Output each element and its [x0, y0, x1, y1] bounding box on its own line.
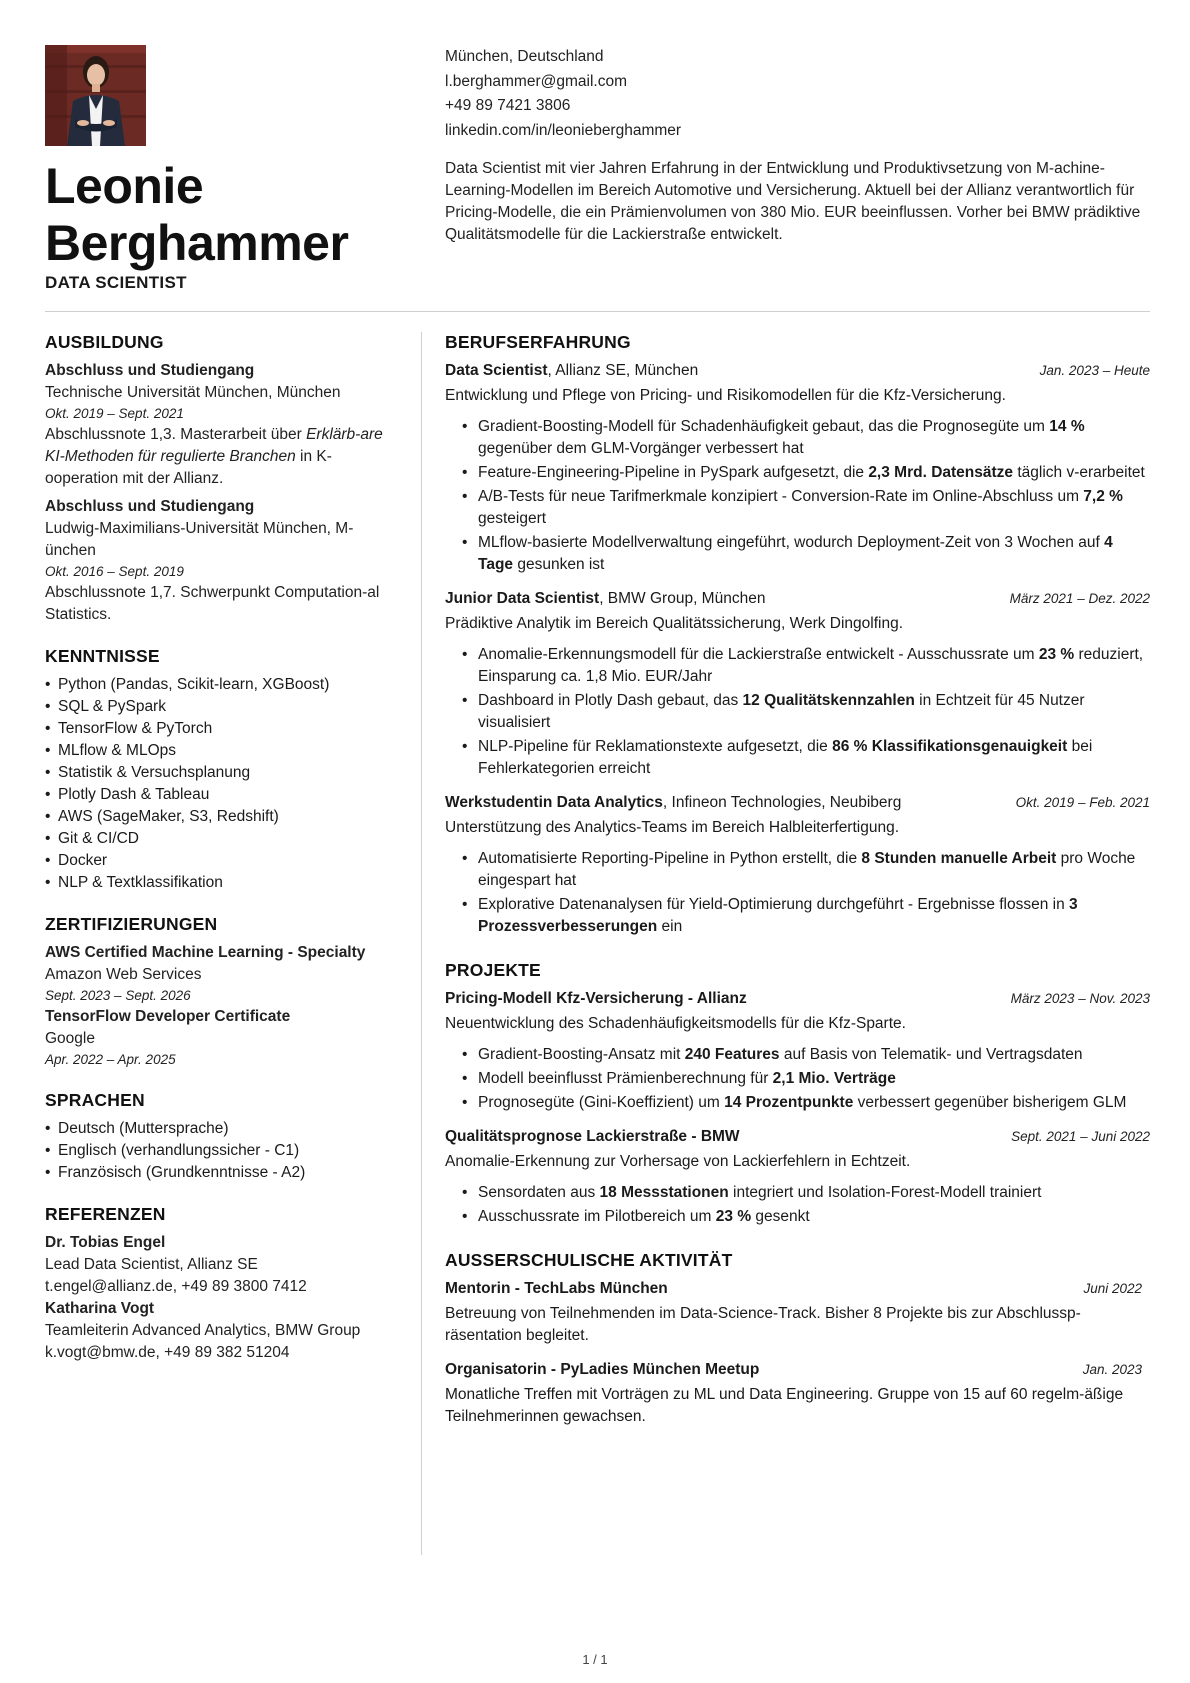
profile-summary: Data Scientist mit vier Jahren Erfahrung in der Entwicklung und Produktivsetzung von M-achine-Learning-Modellen im Bereich Automotive und Versicherung. Aktuell bei der Allianz verantwortlich für Pricing-Modelle, die ein Prämienvolumen von 380 Mio. EUR beeinflussen. Vorher bei BMW prädiktive Qualitätsmodelle für die Lackierstraße entwickelt. — [445, 160, 1141, 243]
activity-header — [445, 1359, 1150, 1381]
certification-issuer: Amazon Web Services — [45, 966, 202, 983]
languages-section — [45, 1090, 400, 1184]
achievement-text: ein — [657, 918, 683, 935]
school: Technische Universität München, München — [45, 384, 341, 401]
reference-entry — [45, 1298, 400, 1364]
section-title: AUSBILDUNG — [45, 332, 164, 352]
skill-item: • NLP & Textklassifikation — [45, 872, 400, 894]
language-item: • Französisch (Grundkenntnisse - A2) — [45, 1162, 400, 1184]
achievement-text: Automatisierte Reporting-Pipeline in Python erstellt, die — [478, 850, 862, 867]
achievement-highlight: 3 Prozessverbesserungen — [478, 896, 1078, 935]
job-dates: Okt. 2019 – Feb. 2021 — [1015, 795, 1150, 810]
achievement-text: Dashboard in Plotly Dash gebaut, das — [478, 692, 743, 709]
achievement-highlight: 12 Qualitätskennzahlen — [742, 692, 915, 709]
references-section — [45, 1204, 400, 1364]
achievement-text: Anomalie-Erkennungsmodell für die Lackierstraße entwickelt - Ausschussrate um — [478, 646, 1039, 663]
achievement-text: Modell beeinflusst Prämienberechnung für — [478, 1070, 773, 1087]
achievement-highlight: 2,3 Mrd. Datensätze — [868, 464, 1014, 481]
achievement-item — [478, 416, 1150, 460]
job-company: , Infineon Technologies, Neubiberg — [662, 794, 902, 811]
right-column — [445, 332, 1150, 1450]
activities-section — [445, 1250, 1150, 1428]
job-title: DATA SCIENTIST — [45, 273, 187, 292]
project-bullets — [445, 1182, 1150, 1228]
activity-name: Organisatorin - PyLadies München Meetup — [445, 1361, 760, 1378]
achievement-text: Explorative Datenanalysen für Yield-Optimierung durchgeführt - Ergebnisse flossen in — [478, 896, 1070, 913]
achievement-text: Gradient-Boosting-Modell für Schadenhäufigkeit gebaut, das die Prognosegüte um — [478, 418, 1050, 435]
section-title: AUSSERSCHULISCHE AKTIVITÄT — [445, 1250, 733, 1270]
reference-position: Lead Data Scientist, Allianz SE — [45, 1256, 258, 1273]
job-role: Junior Data Scientist — [445, 590, 600, 607]
achievement-text: A/B-Tests für neue Tarifmerkmale konzipiert - Conversion-Rate im Online-Abschluss um — [478, 488, 1084, 505]
job-company: , BMW Group, München — [599, 590, 766, 607]
resume-header — [45, 45, 1150, 305]
achievement-text: Prognosegüte (Gini-Koeffizient) um — [478, 1094, 725, 1111]
languages-list — [45, 1118, 400, 1184]
achievement-item — [478, 1206, 1150, 1228]
project-header — [445, 1126, 1150, 1148]
achievement-text: in Echtzeit für 45 Nutzer visualisiert — [478, 692, 1085, 731]
skills-list — [45, 674, 400, 894]
achievement-text: verbessert gegenüber bisherigem GLM — [853, 1094, 1127, 1111]
achievement-text: gesteigert — [478, 510, 547, 527]
header-divider — [45, 311, 1150, 312]
achievement-item — [478, 690, 1150, 734]
school: Ludwig-Maximilians-Universität München, M-ünchen — [45, 520, 354, 559]
note-italic: Erklärb-are KI-Methoden für regulierte Branchen — [45, 426, 383, 465]
achievement-highlight: 2,1 Mio. Verträge — [772, 1070, 896, 1087]
achievement-text: reduziert, Einsparung ca. 1,8 Mio. EUR/Jahr — [478, 646, 1144, 685]
activity-header — [445, 1278, 1150, 1300]
achievement-highlight: 18 Messstationen — [599, 1184, 729, 1201]
project-description: Anomalie-Erkennung zur Vorhersage von Lackierfehlern in Echtzeit. — [445, 1153, 911, 1170]
project-entry — [445, 1126, 1150, 1228]
last-name: Berghammer — [45, 215, 349, 271]
job-description: Unterstützung des Analytics-Teams im Bereich Halbleiterfertigung. — [445, 819, 900, 836]
skill-item: • Plotly Dash & Tableau — [45, 784, 400, 806]
degree: Abschluss und Studiengang — [45, 498, 255, 515]
certification-entry — [45, 942, 400, 1006]
skill-item: • SQL & PySpark — [45, 696, 400, 718]
achievement-item — [478, 1092, 1150, 1114]
reference-position: Teamleiterin Advanced Analytics, BMW Group — [45, 1322, 361, 1339]
skill-item: • Statistik & Versuchsplanung — [45, 762, 400, 784]
achievement-highlight: 14 Prozentpunkte — [724, 1094, 854, 1111]
education-dates: Okt. 2016 – Sept. 2019 — [45, 564, 184, 579]
certification-issuer: Google — [45, 1030, 95, 1047]
language-item: • Deutsch (Muttersprache) — [45, 1118, 400, 1140]
degree: Abschluss und Studiengang — [45, 362, 255, 379]
education-note: Abschlussnote 1,7. Schwerpunkt Computation-al Statistics. — [45, 584, 380, 623]
activity-entry — [445, 1359, 1150, 1428]
contact-phone[interactable]: +49 89 7421 3806 — [445, 97, 571, 114]
skill-item: • MLflow & MLOps — [45, 740, 400, 762]
language-item: • Englisch (verhandlungssicher - C1) — [45, 1140, 400, 1162]
project-dates: März 2023 – Nov. 2023 — [1010, 991, 1150, 1006]
contact-linkedin[interactable]: linkedin.com/in/leonieberghammer — [445, 121, 682, 139]
section-title: SPRACHEN — [45, 1090, 145, 1110]
achievement-item — [478, 1182, 1150, 1204]
job-header — [445, 588, 1150, 610]
achievement-item — [478, 644, 1150, 688]
job-header — [445, 360, 1150, 382]
project-header — [445, 988, 1150, 1010]
job-entry — [445, 792, 1150, 938]
certification-dates: Sept. 2023 – Sept. 2026 — [45, 988, 191, 1003]
column-divider — [421, 332, 422, 1555]
achievement-item — [478, 736, 1150, 780]
project-name: Pricing-Modell Kfz-Versicherung - Allianz — [445, 990, 747, 1007]
job-role: Data Scientist — [445, 362, 548, 379]
achievement-text: täglich v-erarbeitet — [1013, 464, 1145, 481]
achievement-text: gesenkt — [751, 1208, 810, 1225]
achievement-item — [478, 1044, 1150, 1066]
achievement-text: gesunken ist — [513, 556, 605, 573]
certification-dates: Apr. 2022 – Apr. 2025 — [45, 1052, 176, 1067]
reference-contact: k.vogt@bmw.de, +49 89 382 51204 — [45, 1344, 290, 1361]
achievement-item — [478, 462, 1150, 484]
job-header — [445, 792, 1150, 814]
activity-description: Monatliche Treffen mit Vorträgen zu ML und Data Engineering. Gruppe von 15 auf 60 regelm-äßige Teilnehmerinnen gewachsen. — [445, 1386, 1124, 1425]
job-dates: Jan. 2023 – Heute — [1039, 363, 1150, 378]
contact-location: München, Deutschland — [445, 48, 604, 65]
project-name: Qualitätsprognose Lackierstraße - BMW — [445, 1128, 740, 1145]
reference-contact: t.engel@allianz.de, +49 89 3800 7412 — [45, 1278, 307, 1295]
achievement-text: pro Woche eingespart hat — [478, 850, 1136, 889]
education-entry — [45, 360, 400, 490]
projects-section — [445, 960, 1150, 1228]
activity-description: Betreuung von Teilnehmenden im Data-Science-Track. Bisher 8 Projekte bis zur Abschlussp-räsentation begleitet. — [445, 1305, 1081, 1344]
experience-section — [445, 332, 1150, 938]
certification-entry — [45, 1006, 400, 1070]
note-text: Abschlussnote 1,3. Masterarbeit über — [45, 426, 307, 443]
achievement-item — [478, 532, 1150, 576]
activity-dates: Jan. 2023 — [1082, 1362, 1142, 1377]
project-description: Neuentwicklung des Schadenhäufigkeitsmodells für die Kfz-Sparte. — [445, 1015, 906, 1032]
skill-item: • Git & CI/CD — [45, 828, 400, 850]
achievement-text: Gradient-Boosting-Ansatz mit — [478, 1046, 685, 1063]
reference-name: Katharina Vogt — [45, 1300, 155, 1317]
skill-item: • Docker — [45, 850, 400, 872]
achievement-text: Sensordaten aus — [478, 1184, 600, 1201]
achievement-highlight: 4 Tage — [478, 534, 1113, 573]
job-company: , Allianz SE, München — [547, 362, 699, 379]
page-number: 1 / 1 — [582, 1652, 608, 1667]
achievement-text: NLP-Pipeline für Reklamationstexte aufgesetzt, die — [478, 738, 833, 755]
certification-name: TensorFlow Developer Certificate — [45, 1008, 291, 1025]
section-title: BERUFSERFAHRUNG — [445, 332, 631, 352]
achievement-text: MLflow-basierte Modellverwaltung eingeführt, wodurch Deployment-Zeit von 3 Wochen auf — [478, 534, 1105, 551]
achievement-highlight: 86 % Klassifikationsgenauigkeit — [832, 738, 1068, 755]
project-bullets — [445, 1044, 1150, 1114]
reference-name: Dr. Tobias Engel — [45, 1234, 166, 1251]
achievement-item — [478, 848, 1150, 892]
job-entry — [445, 360, 1150, 576]
project-entry — [445, 988, 1150, 1114]
achievement-text: integriert und Isolation-Forest-Modell trainiert — [728, 1184, 1042, 1201]
achievement-text: bei Fehlerkategorien erreicht — [478, 738, 1093, 777]
section-title: REFERENZEN — [45, 1204, 166, 1224]
first-name: Leonie — [45, 158, 204, 214]
job-bullets — [445, 416, 1150, 576]
achievement-highlight: 14 % — [1049, 418, 1085, 435]
achievement-highlight: 8 Stunden manuelle Arbeit — [861, 850, 1057, 867]
achievement-highlight: 7,2 % — [1083, 488, 1123, 505]
achievement-item — [478, 894, 1150, 938]
contact-block — [445, 45, 681, 143]
education-section — [45, 332, 400, 626]
achievement-item — [478, 1068, 1150, 1090]
certifications-section — [45, 914, 400, 1070]
profile-photo — [45, 45, 146, 146]
achievement-text: gegenüber dem GLM-Vorgänger verbessert hat — [478, 440, 804, 457]
achievement-text: auf Basis von Telematik- und Vertragsdaten — [779, 1046, 1083, 1063]
job-dates: März 2021 – Dez. 2022 — [1009, 591, 1150, 606]
section-title: PROJEKTE — [445, 960, 541, 980]
job-description: Entwicklung und Pflege von Pricing- und Risikomodellen für die Kfz-Versicherung. — [445, 387, 1006, 404]
skill-item: • TensorFlow & PyTorch — [45, 718, 400, 740]
certification-name: AWS Certified Machine Learning - Specialty — [45, 944, 366, 961]
job-description: Prädiktive Analytik im Bereich Qualitätssicherung, Werk Dingolfing. — [445, 615, 904, 632]
skills-section — [45, 646, 400, 894]
activity-name: Mentorin - TechLabs München — [445, 1280, 668, 1297]
job-bullets — [445, 848, 1150, 938]
education-dates: Okt. 2019 – Sept. 2021 — [45, 406, 184, 421]
job-role: Werkstudentin Data Analytics — [445, 794, 663, 811]
achievement-item — [478, 486, 1150, 530]
section-title: ZERTIFIZIERUNGEN — [45, 914, 218, 934]
reference-entry — [45, 1232, 400, 1298]
note-text: in K-ooperation mit der Allianz. — [45, 448, 332, 487]
job-entry — [445, 588, 1150, 780]
achievement-text: Ausschussrate im Pilotbereich um — [478, 1208, 716, 1225]
activity-dates: Juni 2022 — [1083, 1281, 1142, 1296]
education-entry — [45, 496, 400, 626]
skill-item: • AWS (SageMaker, S3, Redshift) — [45, 806, 400, 828]
achievement-highlight: 23 % — [1038, 646, 1075, 663]
job-bullets — [445, 644, 1150, 780]
section-title: KENNTNISSE — [45, 646, 160, 666]
project-dates: Sept. 2021 – Juni 2022 — [1011, 1129, 1150, 1144]
left-column — [45, 332, 400, 1384]
achievement-text: Feature-Engineering-Pipeline in PySpark aufgesetzt, die — [478, 464, 869, 481]
activity-entry — [445, 1278, 1150, 1347]
education-note — [45, 424, 400, 490]
contact-email[interactable]: l.berghammer@gmail.com — [445, 72, 627, 90]
full-name — [45, 158, 348, 272]
achievement-highlight: 23 % — [715, 1208, 752, 1225]
skill-item: • Python (Pandas, Scikit-learn, XGBoost) — [45, 674, 400, 696]
achievement-highlight: 240 Features — [684, 1046, 780, 1063]
